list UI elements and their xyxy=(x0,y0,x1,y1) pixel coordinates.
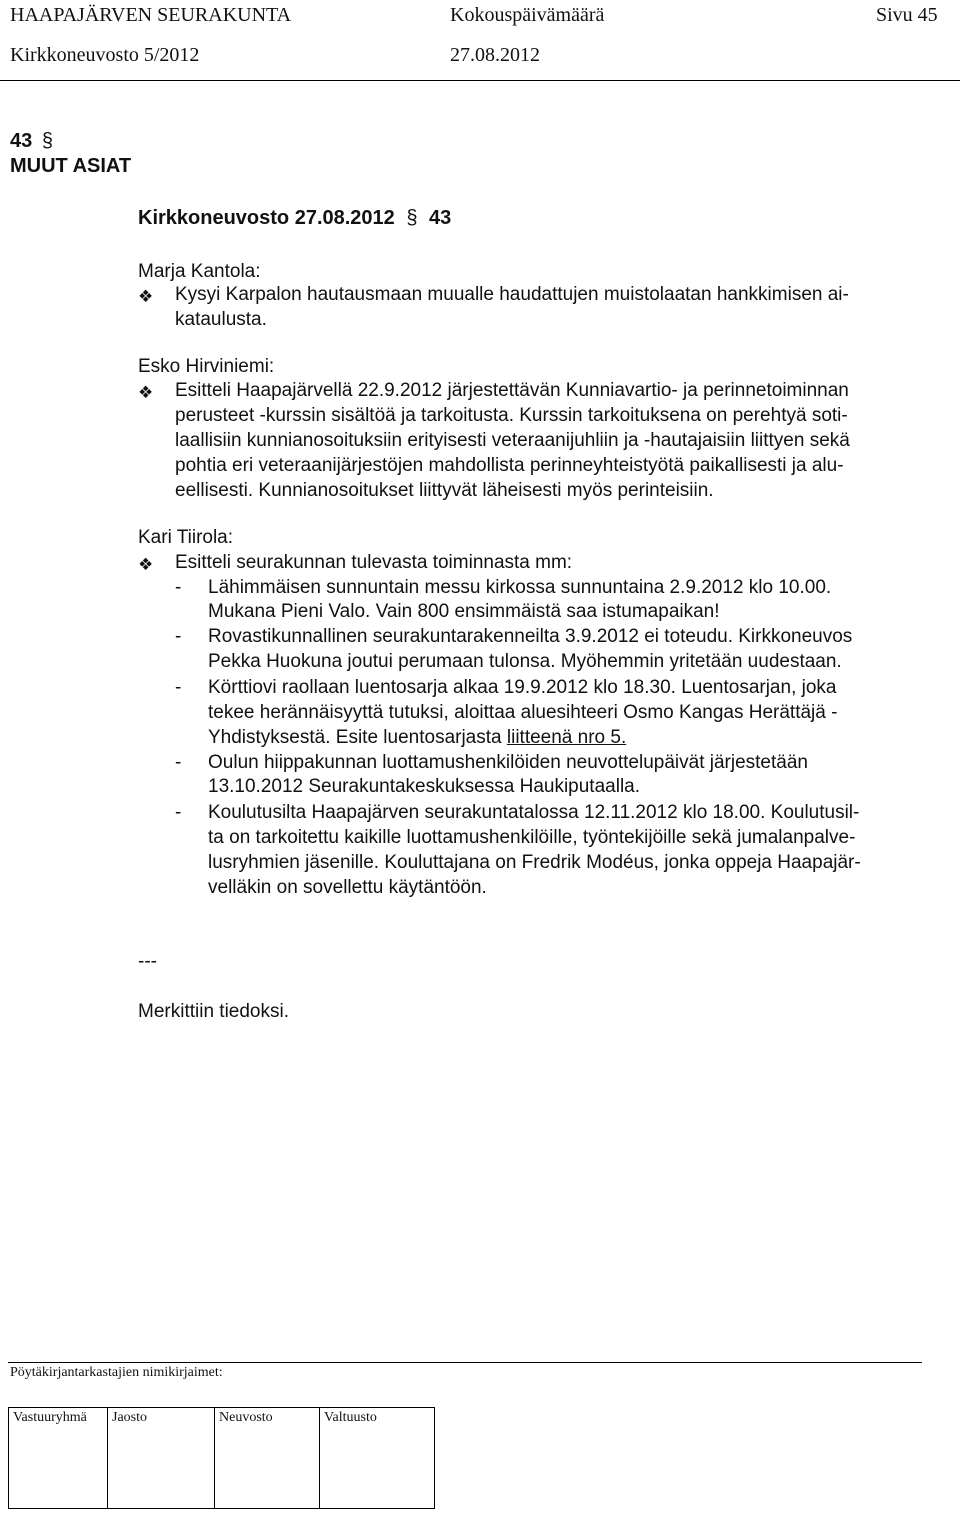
section-number: 43 xyxy=(10,130,33,152)
paragraph-line: Kysyi Karpalon hautausmaan muualle haudattujen muistolaatan hankkimisen ai- xyxy=(175,284,849,305)
signature-box-label: Jaosto xyxy=(112,1410,147,1425)
paragraph-line: perusteet -kurssin sisältöä ja tarkoitusta. Kurssin tarkoituksena on perehtyä soti- xyxy=(175,405,848,426)
section-symbol-icon: § xyxy=(406,207,418,229)
list-dash: - xyxy=(175,752,182,773)
diamond-bullet-icon: ❖ xyxy=(138,555,154,574)
diamond-bullet-icon: ❖ xyxy=(138,287,154,306)
parish-name: HAAPAJÄRVEN SEURAKUNTA xyxy=(10,4,292,26)
list-item-line: Mukana Pieni Valo. Vain 800 ensimmäistä saa istumapaikan! xyxy=(208,601,720,622)
list-item-text: Yhdistyksestä. Esite luentosarjasta xyxy=(208,727,507,748)
section-heading xyxy=(10,130,53,153)
speaker-name: Marja Kantola: xyxy=(138,261,261,282)
reference-number: 43 xyxy=(429,207,452,229)
list-item-line xyxy=(208,727,626,749)
list-dash: - xyxy=(175,626,182,647)
paragraph-line: kataulusta. xyxy=(175,309,267,330)
paragraph-line: eellisesti. Kunnianosoitukset liittyvät läheisesti myös perinteisiin. xyxy=(175,480,714,501)
attachment-link[interactable]: liitteenä nro 5. xyxy=(506,727,627,748)
signature-boxes xyxy=(8,1407,435,1509)
list-item-line: tekee herännäisyyttä tutuksi, aloittaa aluesihteeri Osmo Kangas Herättäjä - xyxy=(208,702,838,723)
signature-box xyxy=(215,1408,320,1509)
signatures-label: Pöytäkirjantarkastajien nimikirjaimet: xyxy=(10,1365,223,1380)
list-item-line: lusryhmien jäsenille. Kouluttajana on Fredrik Modéus, jonka oppeja Haapajär- xyxy=(208,852,861,873)
list-item-line: Oulun hiippakunnan luottamushenkilöiden neuvottelupäivät järjestetään xyxy=(208,752,808,773)
meeting-date: 27.08.2012 xyxy=(450,44,540,66)
list-item-line: Lähimmäisen sunnuntain messu kirkossa sunnuntaina 2.9.2012 klo 10.00. xyxy=(208,577,832,598)
signature-box-label: Vastuuryhmä xyxy=(13,1410,87,1425)
list-item-line: Rovastikunnallinen seurakuntarakenneilta 3.9.2012 ei toteudu. Kirkkoneuvos xyxy=(208,626,853,647)
paragraph-line: Esitteli Haapajärvellä 22.9.2012 järjestettävän Kunniavartio- ja perinnetoiminnan xyxy=(175,380,849,401)
meeting-reference xyxy=(138,207,451,230)
meeting-date-label: Kokouspäivämäärä xyxy=(450,4,605,26)
decision-text: Merkittiin tiedoksi. xyxy=(138,1001,289,1022)
signature-box-label: Neuvosto xyxy=(219,1410,273,1425)
paragraph-line: laallisiin kunnianosoituksiin erityisesti veteraanijuhliin ja -hautajaisiin liittyen sekä xyxy=(175,430,850,451)
signature-box xyxy=(108,1408,215,1509)
section-title: MUUT ASIAT xyxy=(10,155,132,177)
list-item-line: 13.10.2012 Seurakuntakeskuksessa Haukiputaalla. xyxy=(208,776,641,797)
header-divider xyxy=(0,80,960,81)
signature-box-label: Valtuusto xyxy=(324,1410,377,1425)
list-item-line: Koulutusilta Haapajärven seurakuntatalossa 12.11.2012 klo 18.00. Koulutusil- xyxy=(208,802,860,823)
list-dash: - xyxy=(175,677,182,698)
separator: --- xyxy=(138,951,157,972)
paragraph-line: Esitteli seurakunnan tulevasta toiminnasta mm: xyxy=(175,552,573,573)
signature-box xyxy=(9,1408,108,1509)
section-symbol-icon: § xyxy=(41,130,53,152)
speaker-name: Esko Hirviniemi: xyxy=(138,356,275,377)
list-item-line: Pekka Huokuna joutui perumaan tulonsa. Myöhemmin yritetään uudestaan. xyxy=(208,651,842,672)
board-meeting: Kirkkoneuvosto 5/2012 xyxy=(10,44,200,66)
signature-box xyxy=(320,1408,435,1509)
footer-divider xyxy=(8,1362,922,1363)
list-item-line: velläkin on sovellettu käytäntöön. xyxy=(208,877,487,898)
list-dash: - xyxy=(175,577,182,598)
list-dash: - xyxy=(175,802,182,823)
page-number: Sivu 45 xyxy=(876,4,938,26)
list-item-line: Körttiovi raollaan luentosarja alkaa 19.9.2012 klo 18.30. Luentosarjan, joka xyxy=(208,677,837,698)
reference-text: Kirkkoneuvosto 27.08.2012 xyxy=(138,207,395,229)
diamond-bullet-icon: ❖ xyxy=(138,383,154,402)
speaker-name: Kari Tiirola: xyxy=(138,527,234,548)
paragraph-line: pohtia eri veteraanijärjestöjen mahdollista perinneyhteistyötä paikallisesti ja alu- xyxy=(175,455,844,476)
list-item-line: ta on tarkoitettu kaikille luottamushenkilöille, työntekijöille sekä jumalanpalve- xyxy=(208,827,856,848)
